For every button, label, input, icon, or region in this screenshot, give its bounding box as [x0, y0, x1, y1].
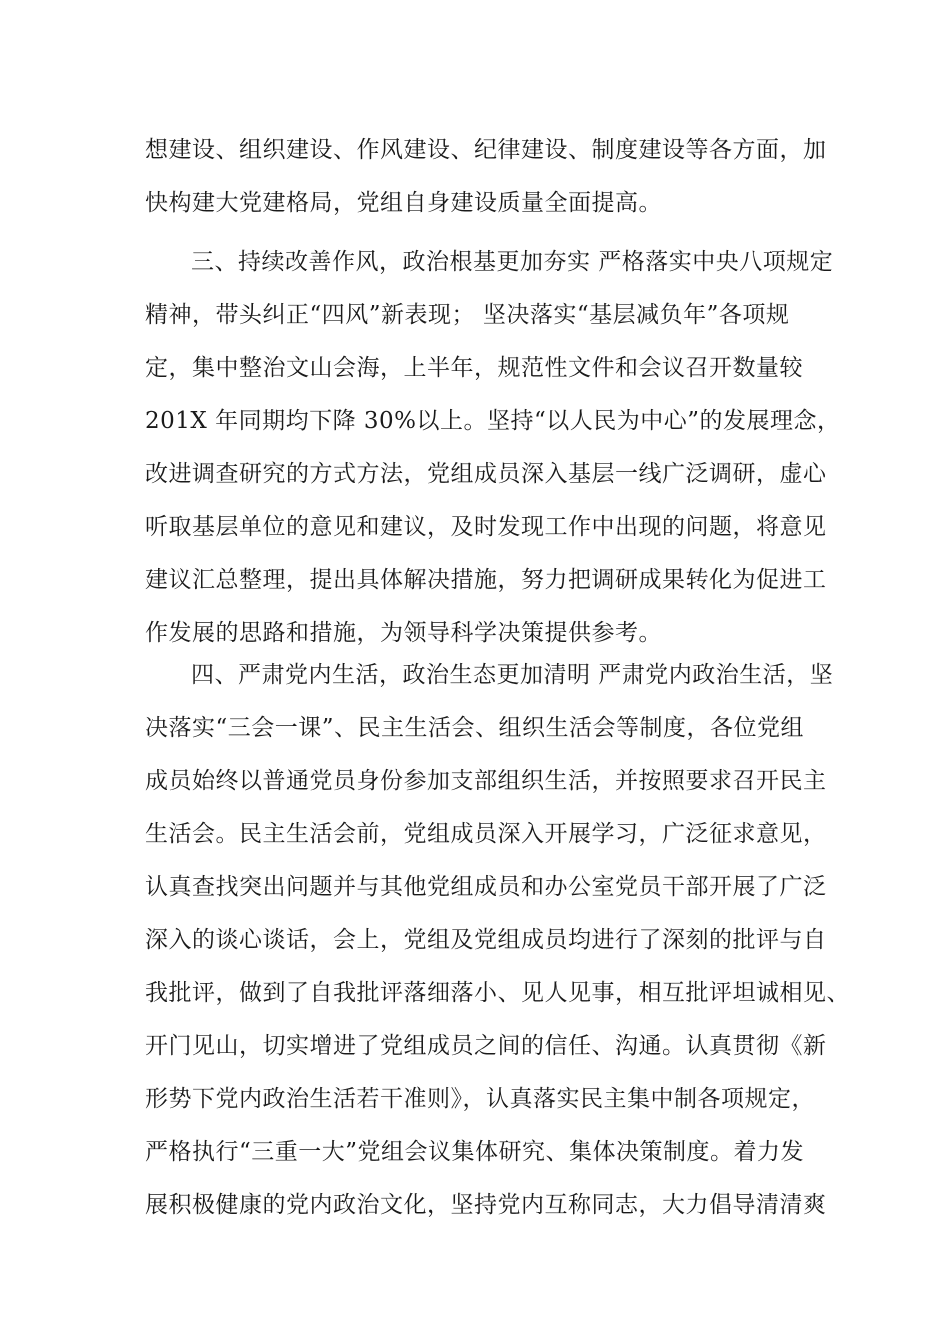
text-line: 展积极健康的党内政治文化，坚持党内互称同志，大力倡导清清爽 [145, 1192, 827, 1218]
text-line: 我批评，做到了自我批评落细落小、见人见事，相互批评坦诚相见、 [145, 980, 850, 1006]
text-line: 成员始终以普通党员身份参加支部组织生活，并按照要求召开民主 [145, 768, 827, 794]
paragraph-section-4 [145, 649, 850, 1232]
text-line: 开门见山，切实增进了党组成员之间的信任、沟通。认真贯彻《新 [145, 1033, 827, 1059]
text-line: 决落实“三会一课”、民主生活会、组织生活会等制度，各位党组 [145, 715, 805, 741]
text-line: 定，集中整治文山会海，上半年，规范性文件和会议召开数量较 [145, 355, 803, 381]
text-line: 建议汇总整理，提出具体解决措施，努力把调研成果转化为促进工 [145, 567, 827, 593]
paragraph-continuation [145, 124, 827, 230]
paragraph-section-3 [145, 236, 841, 660]
text-line: 作发展的思路和措施，为领导科学决策提供参考。 [145, 620, 662, 646]
text-line: 认真查找突出问题并与其他党组成员和办公室党员干部开展了广泛 [145, 874, 827, 900]
text-line: 精神，带头纠正“四风”新表现； 坚决落实“基层减负年”各项规 [145, 302, 790, 328]
text-line: 改进调查研究的方式方法，党组成员深入基层一线广泛调研，虚心 [145, 461, 827, 487]
text-line: 严格执行“三重一大”党组会议集体研究、集体决策制度。着力发 [145, 1139, 805, 1165]
text-line: 深入的谈心谈话，会上，党组及党组成员均进行了深刻的批评与自 [145, 927, 827, 953]
text-line: 生活会。民主生活会前，党组成员深入开展学习，广泛征求意见， [145, 821, 827, 847]
text-line: 想建设、组织建设、作风建设、纪律建设、制度建设等各方面，加 [145, 137, 827, 163]
text-line: 听取基层单位的意见和建议，及时发现工作中出现的问题，将意见 [145, 514, 827, 540]
section-heading-line: 三、持续改善作风，政治根基更加夯实 严格落实中央八项规定 [191, 249, 834, 275]
text-line: 形势下党内政治生活若干准则》，认真落实民主集中制各项规定， [145, 1086, 815, 1112]
text-line: 201X 年同期均下降 30%以上。坚持“以人民为中心”的发展理念， [145, 408, 841, 434]
section-heading-line: 四、严肃党内生活，政治生态更加清明 严肃党内政治生活，坚 [191, 662, 834, 688]
text-line: 快构建大党建格局，党组自身建设质量全面提高。 [145, 190, 662, 216]
